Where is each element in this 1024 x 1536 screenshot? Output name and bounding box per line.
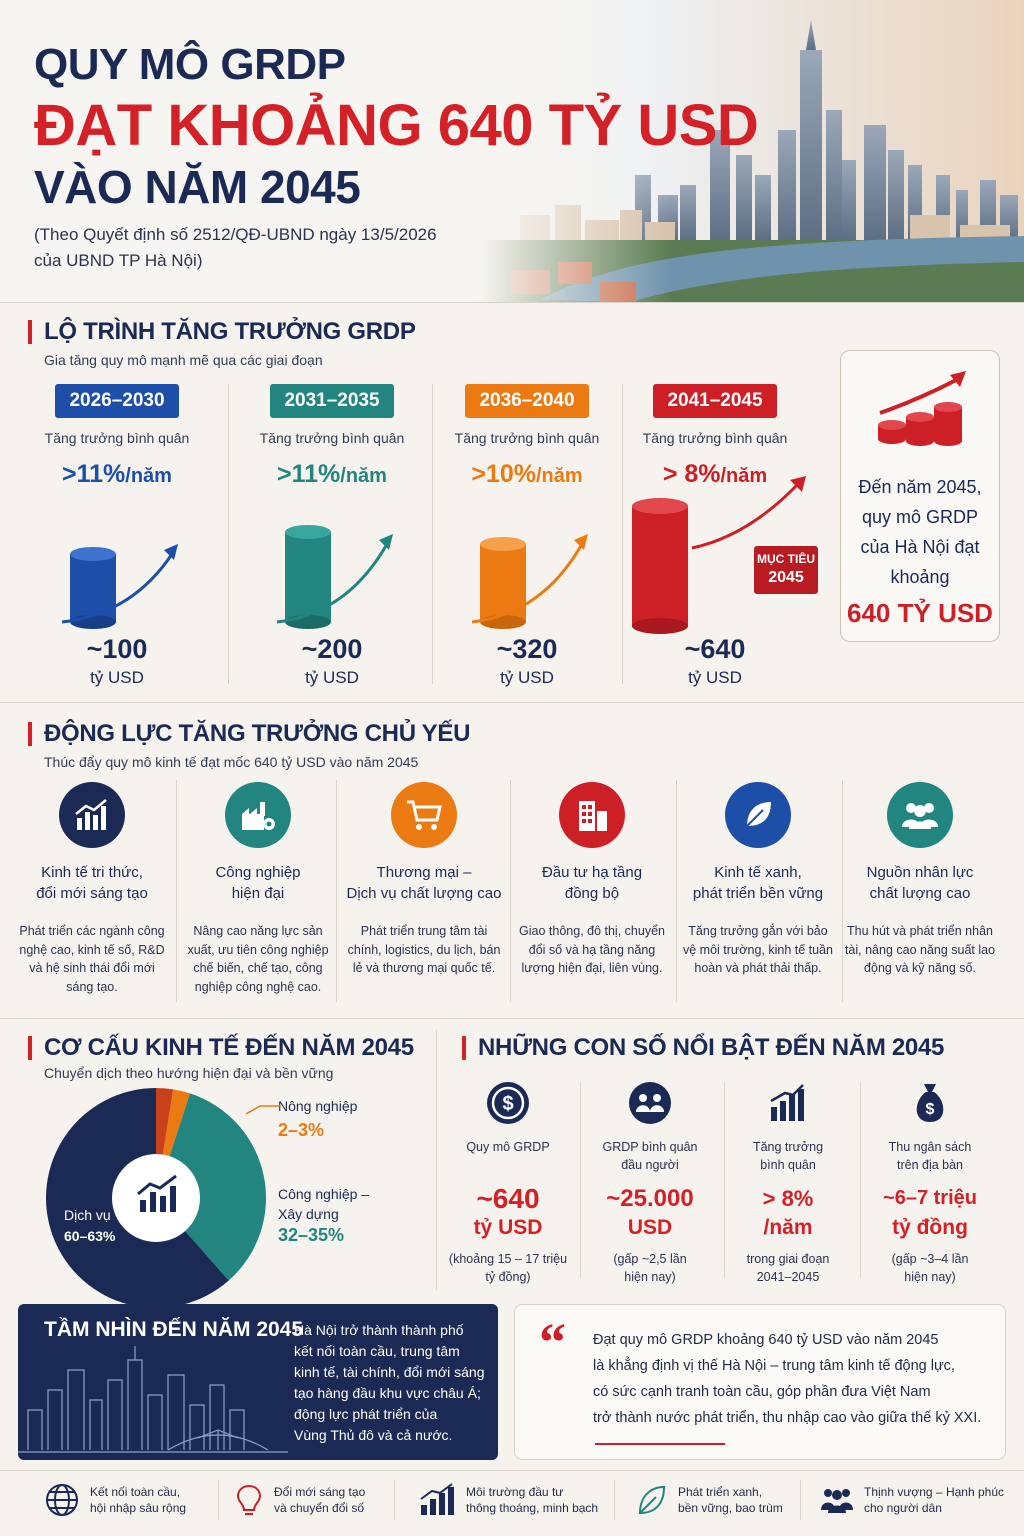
stat-note-1: trong giai đoạn xyxy=(746,1252,830,1266)
stat-note-1: (gấp ~3–4 lần xyxy=(891,1252,969,1266)
phase-unit: tỷ USD xyxy=(688,668,742,687)
service-label: Dịch vụ xyxy=(64,1207,111,1223)
quote-line: là khẳng định vị thế Hà Nội – trung tâm kinh tế động lực, xyxy=(593,1358,955,1374)
quote-line: Đạt quy mô GRDP khoảng 640 tỷ USD vào năm 2045 xyxy=(593,1332,939,1348)
divider xyxy=(176,780,177,1002)
stat-value-2: /năm xyxy=(763,1216,813,1239)
quote-card xyxy=(514,1304,1006,1460)
driver-title-2: đổi mới sáng tạo xyxy=(36,885,148,902)
section-marker xyxy=(462,1036,466,1060)
industry-label xyxy=(278,1184,369,1224)
rate-per: /năm xyxy=(340,465,387,487)
stat-budget-revenue xyxy=(868,1080,992,1286)
rate-label: Tăng trưởng bình quân xyxy=(454,430,600,446)
footer-item-innovation xyxy=(234,1478,365,1522)
drivers-subtitle: Thúc đẩy quy mô kinh tế đạt mốc 640 tỷ USD vào năm 2045 xyxy=(44,754,419,770)
source-line-1: (Theo Quyết định số 2512/QĐ-UBND ngày 13/5/2026 xyxy=(34,225,437,244)
divider xyxy=(860,1082,861,1278)
driver-desc: Giao thông, đô thị, chuyển đổi số và hạ tầng năng lượng hiện đại, liên vùng. xyxy=(519,924,665,975)
summary-line-3: của Hà Nội đạt xyxy=(860,537,980,557)
lightbulb-icon xyxy=(234,1482,264,1518)
agri-label: Nông nghiệp xyxy=(278,1098,358,1114)
quote-mark-icon: “ xyxy=(539,1312,566,1372)
title-line-3: VÀO NĂM 2045 xyxy=(34,161,361,213)
quote-line: trở thành nước phát triển, thu nhập cao vào giữa thế kỷ XXI. xyxy=(593,1410,982,1426)
divider xyxy=(394,1480,395,1520)
stat-note-2: hiện nay) xyxy=(624,1270,676,1284)
rate-percent: >10% xyxy=(471,460,536,488)
skyline-illustration xyxy=(18,1340,288,1460)
driver-desc: Phát triển các ngành công nghệ cao, kinh tế số, R&D và hệ sinh thái đổi mới sáng tạo. xyxy=(19,924,165,994)
growth-cylinder xyxy=(452,524,602,634)
driver-desc: Thu hút và phát triển nhân tài, nâng cao năng suất lao động và kỹ năng số. xyxy=(844,924,996,975)
divider xyxy=(724,1082,725,1278)
rate-value xyxy=(22,460,212,489)
rate-per: /năm xyxy=(720,465,768,487)
rate-label: Tăng trưởng bình quân xyxy=(44,430,190,446)
svg-text:$: $ xyxy=(925,1101,935,1118)
structure-title: CƠ CẤU KINH TẾ ĐẾN NĂM 2045 xyxy=(44,1034,414,1061)
stat-label-1: Quy mô GRDP xyxy=(466,1140,550,1154)
industry-label-2: Xây dựng xyxy=(278,1206,339,1222)
stat-note-1: (khoảng 15 – 17 triệu xyxy=(448,1252,568,1266)
target-tag xyxy=(754,546,818,594)
growth-cylinder xyxy=(257,514,407,634)
divider xyxy=(336,780,337,1002)
summary-line-4: khoảng xyxy=(890,567,950,587)
footer-item-green xyxy=(636,1478,783,1522)
footer-item-prosperity xyxy=(820,1478,1004,1522)
driver-title-2: hiện đại xyxy=(231,885,285,902)
phase-unit: tỷ USD xyxy=(500,668,554,687)
driver-human-resources xyxy=(840,782,1000,978)
stat-growth-rate xyxy=(728,1080,848,1286)
drivers-title: ĐỘNG LỰC TĂNG TRƯỞNG CHỦ YẾU xyxy=(44,720,471,747)
target-tag-line-1: MỤC TIÊU xyxy=(757,552,815,566)
section-marker xyxy=(28,320,32,344)
divider xyxy=(218,1480,219,1520)
stat-value-2: tỷ đồng xyxy=(892,1216,968,1239)
economic-structure-pie-chart xyxy=(44,1086,268,1310)
stat-value-1: ~6–7 triệu xyxy=(883,1187,977,1209)
footer-line-2: hội nhập sâu rộng xyxy=(90,1501,187,1515)
rate-value xyxy=(237,460,427,489)
phase-unit: tỷ USD xyxy=(305,668,359,687)
footer-line-1: Kết nối toàn cầu, xyxy=(90,1485,181,1499)
stat-note-2: 2041–2045 xyxy=(756,1270,820,1284)
industry-label-1: Công nghiệp – xyxy=(278,1186,370,1202)
rate-label: Tăng trưởng bình quân xyxy=(642,430,788,446)
driver-green-economy xyxy=(678,782,838,978)
stat-note-2: tỷ đồng) xyxy=(485,1270,531,1284)
stat-label-1: Tăng trưởng xyxy=(752,1140,824,1154)
target-tag-line-2: 2045 xyxy=(768,569,804,586)
money-bag-icon xyxy=(907,1080,953,1126)
footer-item-global xyxy=(44,1478,186,1522)
summary-value: 640 TỶ USD xyxy=(847,598,993,628)
highlights-title: NHỮNG CON SỐ NỔI BẬT ĐẾN NĂM 2045 xyxy=(478,1034,945,1061)
stat-label-1: GRDP bình quân xyxy=(602,1140,698,1154)
source-line-2: của UBND TP Hà Nội) xyxy=(34,251,203,270)
footer-line-2: bền vững, bao trùm xyxy=(678,1501,783,1515)
rate-percent: >11% xyxy=(277,460,341,488)
agri-value: 2–3% xyxy=(278,1120,325,1140)
globe-icon xyxy=(44,1482,80,1518)
service-value: 60–63% xyxy=(64,1228,116,1244)
quote-underline xyxy=(595,1443,725,1445)
stat-label-2: trên địa bàn xyxy=(896,1158,964,1172)
shopping-cart-icon xyxy=(391,782,457,848)
driver-title-1: Nguồn nhân lực xyxy=(866,864,974,881)
divider xyxy=(436,1030,437,1290)
roadmap-title: LỘ TRÌNH TĂNG TRƯỞNG GRDP xyxy=(44,318,416,345)
phase-2026-2030 xyxy=(22,384,212,704)
vision-card xyxy=(18,1304,498,1460)
vision-text xyxy=(294,1320,494,1446)
rate-per: /năm xyxy=(125,465,172,487)
stat-label-2: đầu người xyxy=(621,1158,679,1172)
footer-item-investment xyxy=(418,1478,598,1522)
people-circle-icon xyxy=(627,1080,673,1126)
summary-line-2: quy mô GRDP xyxy=(861,507,979,527)
divider xyxy=(800,1480,801,1520)
phase-value: ~320 xyxy=(496,634,558,664)
bar-growth-icon xyxy=(765,1080,811,1126)
source-note xyxy=(34,222,504,274)
footer-line-2: thông thoáng, minh bạch xyxy=(466,1501,599,1515)
period-badge: 2036–2040 xyxy=(465,384,588,418)
vision-line: động lực phát triển của xyxy=(294,1406,438,1422)
driver-trade-services xyxy=(344,782,504,978)
coins-growth-icon xyxy=(870,369,970,459)
vision-line: kinh tế, tài chính, đổi mới sáng xyxy=(294,1364,485,1380)
divider xyxy=(0,702,1024,703)
driver-infrastructure xyxy=(512,782,672,978)
stat-value-2: USD xyxy=(627,1216,673,1239)
driver-title-2: chất lượng cao xyxy=(869,885,971,902)
rate-percent: >11% xyxy=(62,460,126,488)
people-icon xyxy=(820,1486,854,1514)
footer-line-2: cho người dân xyxy=(864,1501,942,1515)
driver-industry xyxy=(178,782,338,996)
building-icon xyxy=(559,782,625,848)
phase-2036-2040 xyxy=(432,384,622,704)
growth-cylinder xyxy=(42,524,192,634)
vision-line: tạo hàng đầu khu vực châu Á; xyxy=(294,1385,481,1401)
bar-chart-icon xyxy=(418,1483,456,1517)
stat-value-1: ~25.000 xyxy=(606,1185,694,1212)
stat-label-2: bình quân xyxy=(760,1158,816,1172)
footer-line-1: Đổi mới sáng tạo xyxy=(274,1485,366,1499)
stat-label-1: Thu ngân sách xyxy=(888,1140,972,1154)
roadmap-subtitle: Gia tăng quy mô mạnh mẽ qua các giai đoạn xyxy=(44,352,323,368)
people-icon xyxy=(887,782,953,848)
phase-value: ~100 xyxy=(86,634,148,664)
footer-line-2: và chuyển đổi số xyxy=(274,1501,365,1515)
footer-line-1: Phát triển xanh, xyxy=(678,1485,763,1499)
divider xyxy=(676,780,677,1002)
stat-value-1: ~640 xyxy=(476,1183,540,1214)
stat-value-2: tỷ USD xyxy=(473,1216,543,1239)
phase-2031-2035 xyxy=(237,384,427,704)
stat-note-2: hiện nay) xyxy=(904,1270,956,1284)
divider xyxy=(580,1082,581,1278)
driver-title-2: Dịch vụ chất lượng cao xyxy=(346,885,502,902)
divider xyxy=(228,384,229,684)
vision-line: Hà Nội trở thành thành phố xyxy=(294,1322,464,1338)
vision-line: Vùng Thủ đô và cả nước. xyxy=(294,1427,453,1443)
quote-text xyxy=(593,1327,1003,1431)
phase-value: ~640 xyxy=(684,634,746,664)
footer-line-1: Môi trường đầu tư xyxy=(466,1485,564,1499)
stat-value-1: > 8% xyxy=(762,1186,814,1211)
quote-line: có sức cạnh tranh toàn cầu, góp phần đưa Việt Nam xyxy=(593,1384,931,1400)
divider xyxy=(0,302,1024,303)
driver-desc: Phát triển trung tâm tài chính, logistics, du lịch, bán lẻ và thương mại quốc tế. xyxy=(347,924,501,975)
summary-line-1: Đến năm 2045, xyxy=(858,477,982,497)
driver-title-1: Thương mại – xyxy=(376,864,472,881)
leader-line xyxy=(246,1102,280,1116)
divider xyxy=(0,1018,1024,1019)
section-marker xyxy=(28,1036,32,1060)
title-line-1: QUY MÔ GRDP xyxy=(34,40,346,89)
phase-value: ~200 xyxy=(301,634,363,664)
period-badge: 2026–2030 xyxy=(55,384,178,418)
stat-grdp-per-capita xyxy=(590,1080,710,1286)
structure-subtitle: Chuyển dịch theo hướng hiện đại và bền vững xyxy=(44,1065,334,1081)
factory-gear-icon xyxy=(225,782,291,848)
driver-knowledge-economy xyxy=(12,782,172,996)
driver-title-1: Đầu tư hạ tầng xyxy=(541,864,643,881)
stat-grdp xyxy=(448,1080,568,1286)
leaf-icon xyxy=(725,782,791,848)
driver-title-2: đồng bộ xyxy=(564,885,620,902)
rate-percent: > 8% xyxy=(662,460,721,488)
dollar-coin-icon xyxy=(485,1080,531,1126)
target-summary-card xyxy=(840,350,1000,642)
industry-value: 32–35% xyxy=(278,1225,345,1245)
vision-title: TẦM NHÌN ĐẾN NĂM 2045 xyxy=(44,1318,304,1341)
rate-value xyxy=(432,460,622,489)
footer-line-1: Thịnh vượng – Hạnh phúc xyxy=(864,1485,1004,1499)
rate-label: Tăng trưởng bình quân xyxy=(259,430,405,446)
divider xyxy=(614,1480,615,1520)
rate-per: /năm xyxy=(535,465,583,487)
phase-2041-2045 xyxy=(620,384,815,704)
driver-desc: Tăng trưởng gắn với bảo vệ môi trường, kinh tế tuần hoàn và phát thải thấp. xyxy=(683,924,833,975)
driver-title-1: Công nghiệp xyxy=(215,864,301,881)
growth-chart-icon xyxy=(59,782,125,848)
driver-title-2: phát triển bền vững xyxy=(692,885,824,902)
summary-text xyxy=(841,472,999,592)
phase-unit: tỷ USD xyxy=(90,668,144,687)
period-badge: 2031–2035 xyxy=(270,384,393,418)
driver-desc: Nâng cao năng lực sản xuất, ưu tiên công nghiệp chế biến, chế tạo, công nghiệp công nghệ cao. xyxy=(187,924,329,994)
svg-text:$: $ xyxy=(502,1093,514,1115)
driver-title-1: Kinh tế tri thức, xyxy=(41,864,143,881)
section-marker xyxy=(28,722,32,746)
driver-title-1: Kinh tế xanh, xyxy=(714,864,802,881)
vision-line: kết nối toàn cầu, trung tâm xyxy=(294,1343,460,1359)
divider xyxy=(0,1470,1024,1471)
divider xyxy=(510,780,511,1002)
header-banner xyxy=(0,0,1024,302)
stat-note-1: (gấp ~2,5 lần xyxy=(613,1252,687,1266)
title-line-2: ĐẠT KHOẢNG 640 TỶ USD xyxy=(34,93,759,158)
period-badge: 2041–2045 xyxy=(653,384,776,418)
leaf-icon xyxy=(636,1483,668,1517)
